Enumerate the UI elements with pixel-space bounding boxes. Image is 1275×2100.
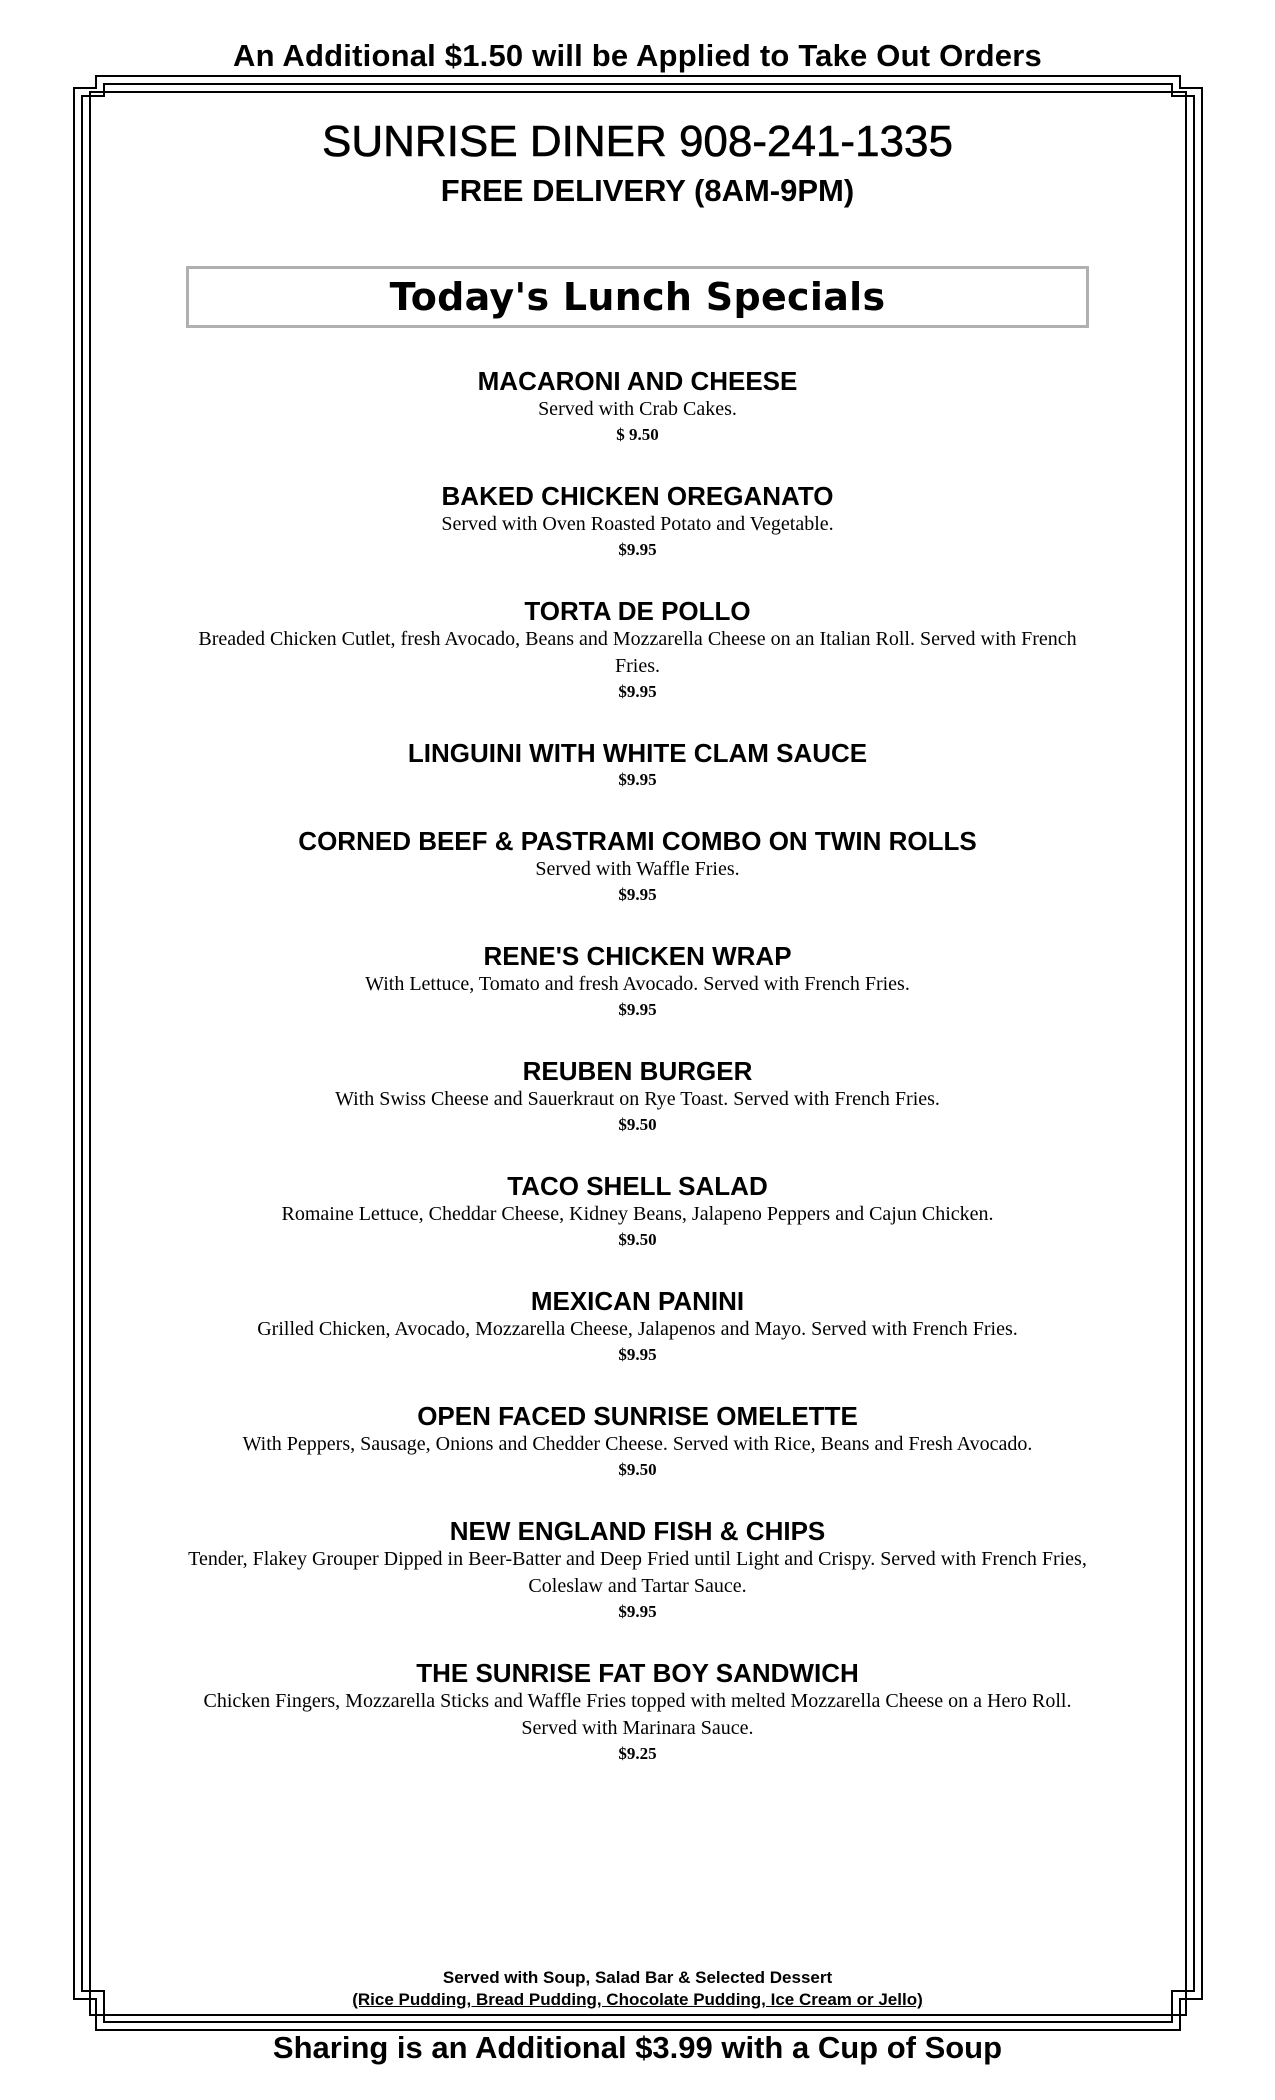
menu-item: [180, 1171, 1095, 1252]
item-price: $ 9.50: [616, 425, 659, 444]
menu-item: [180, 738, 1095, 792]
menu-item: [180, 1658, 1095, 1766]
item-price: $9.50: [618, 1115, 657, 1134]
item-description: Served with Waffle Fries.: [535, 858, 740, 880]
item-price: $9.95: [618, 540, 657, 559]
menu-item: [180, 1401, 1095, 1482]
item-price: $9.95: [618, 682, 657, 701]
item-description: Romaine Lettuce, Cheddar Cheese, Kidney Beans, Jalapeno Peppers and Cajun Chicken.: [281, 1203, 994, 1225]
item-price: $9.95: [618, 1000, 657, 1019]
item-price: $9.95: [618, 885, 657, 904]
item-name: THE SUNRISE FAT BOY SANDWICH: [416, 1658, 859, 1688]
item-name: RENE'S CHICKEN WRAP: [483, 941, 792, 971]
item-description: With Peppers, Sausage, Onions and Chedder Cheese. Served with Rice, Beans and Fresh Avocado.: [242, 1433, 1033, 1455]
menu-item: [180, 481, 1095, 562]
header: [0, 115, 1275, 211]
item-price: $9.50: [618, 1460, 657, 1479]
footer-line-served: Served with Soup, Salad Bar & Selected Dessert: [442, 1968, 833, 1987]
menu-item: [180, 1286, 1095, 1367]
specials-title-box: [186, 266, 1089, 328]
item-description: With Lettuce, Tomato and fresh Avocado. Served with French Fries.: [365, 973, 910, 995]
item-name: BAKED CHICKEN OREGANATO: [441, 481, 834, 511]
item-description: Served with Oven Roasted Potato and Vegetable.: [441, 513, 834, 535]
item-price: $9.95: [618, 1345, 657, 1364]
delivery-info: FREE DELIVERY (8AM-9PM): [440, 173, 855, 208]
menu-item: [180, 1516, 1095, 1624]
menu-item: [180, 1056, 1095, 1137]
item-name: LINGUINI WITH WHITE CLAM SAUCE: [407, 738, 868, 768]
menu-item: [180, 826, 1095, 907]
item-name: TORTA DE POLLO: [524, 596, 751, 626]
specials-title: Today's Lunch Specials: [389, 275, 886, 319]
sharing-notice: Sharing is an Additional $3.99 with a Cup of Soup: [272, 2030, 1003, 2065]
item-price: $9.50: [618, 1230, 657, 1249]
menu-item: [180, 941, 1095, 1022]
menu-item: [180, 596, 1095, 704]
restaurant-name: SUNRISE DINER 908-241-1335: [322, 117, 953, 166]
item-price: $9.95: [618, 1602, 657, 1621]
item-price: $9.95: [618, 770, 657, 789]
footer-line-desserts: (Rice Pudding, Bread Pudding, Chocolate Pudding, Ice Cream or Jello): [352, 1990, 923, 2009]
item-name: MEXICAN PANINI: [530, 1286, 745, 1316]
item-description: Tender, Flakey Grouper Dipped in Beer-Batter and Deep Fried until Light and Crispy. Served with French Fries, Coleslaw and Tartar Sauce.: [188, 1548, 1087, 1597]
footer-note: [0, 1967, 1275, 2011]
item-description: Breaded Chicken Cutlet, fresh Avocado, Beans and Mozzarella Cheese on an Italian Roll. Served with French Fries.: [198, 628, 1077, 677]
item-price: $9.25: [618, 1744, 657, 1763]
item-name: NEW ENGLAND FISH & CHIPS: [449, 1516, 826, 1546]
item-name: MACARONI AND CHEESE: [477, 366, 798, 396]
item-name: OPEN FACED SUNRISE OMELETTE: [417, 1401, 858, 1431]
item-description: Grilled Chicken, Avocado, Mozzarella Cheese, Jalapenos and Mayo. Served with French Fries.: [257, 1318, 1018, 1340]
item-description: Chicken Fingers, Mozzarella Sticks and Waffle Fries topped with melted Mozzarella Cheese on a Hero Roll. Served with Marinara Sauce.: [203, 1690, 1072, 1739]
menu-list: [180, 366, 1095, 1800]
takeout-notice: An Additional $1.50 will be Applied to Take Out Orders: [233, 38, 1042, 73]
item-name: TACO SHELL SALAD: [507, 1171, 768, 1201]
item-description: Served with Crab Cakes.: [538, 398, 737, 420]
menu-item: [180, 366, 1095, 447]
item-description: With Swiss Cheese and Sauerkraut on Rye Toast. Served with French Fries.: [335, 1088, 940, 1110]
item-name: REUBEN BURGER: [522, 1056, 753, 1086]
item-name: CORNED BEEF & PASTRAMI COMBO ON TWIN ROLLS: [298, 826, 977, 856]
